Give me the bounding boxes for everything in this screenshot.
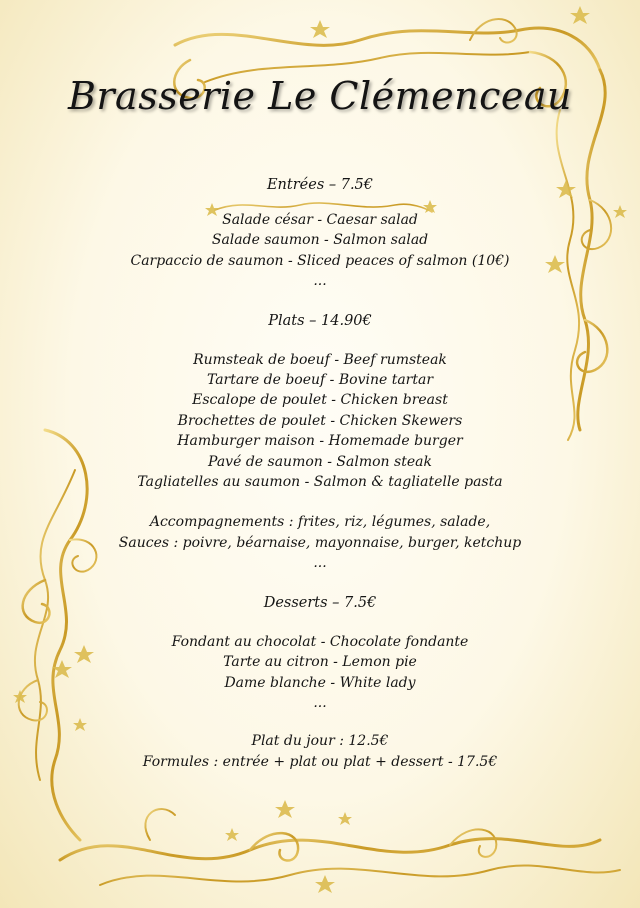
menu-item: Carpaccio de saumon - Sliced peaces of salmon (10€) [130,252,510,269]
entrees-ellipsis: ... [313,273,327,290]
restaurant-title: Brasserie Le Clémenceau [67,74,573,118]
spacer [0,332,640,350]
menu-item: Dame blanche - White lady [224,674,416,691]
menu-item: Rumsteak de boeuf - Beef rumsteak [193,351,447,368]
spacer [0,492,640,512]
menu-body [0,174,640,772]
entrees-ornament [0,196,640,210]
desserts-ellipsis: ... [313,694,327,711]
menu-item: Tartare de boeuf - Bovine tartar [206,372,434,389]
spacer [0,292,640,310]
menu-item: Salade saumon - Salmon salad [211,232,429,249]
menu-item: Salade césar - Caesar salad [222,212,418,228]
entrees-heading: Entrées – 7.5€ [266,177,374,193]
formules: Formules : entrée + plat ou plat + dessert - 17.5€ [142,753,498,770]
menu-item: Tagliatelles au saumon - Salmon & tagliatelle pasta [137,474,503,491]
menu-item: Brochettes de poulet - Chicken Skewers [177,412,463,429]
plats-heading: Plats – 14.90€ [268,312,372,329]
spacer [0,614,640,632]
spacer [0,574,640,592]
accompagnements-line: Accompagnements : frites, riz, légumes, salade, [149,514,491,531]
spacer [0,713,640,731]
menu-item: Pavé de saumon - Salmon steak [208,453,432,470]
sauces-line: Sauces : poivre, béarnaise, mayonnaise, burger, ketchup [118,534,522,551]
menu-item: Fondant au chocolat - Chocolate fondante [171,633,469,650]
menu-item: Tarte au citron - Lemon pie [223,654,417,671]
menu-item: Escalope de poulet - Chicken breast [192,392,448,409]
plat-du-jour: Plat du jour : 12.5€ [251,733,389,750]
sides-ellipsis: ... [313,555,327,572]
desserts-heading: Desserts – 7.5€ [263,594,377,611]
menu-item: Hamburger maison - Homemade burger [177,433,463,450]
